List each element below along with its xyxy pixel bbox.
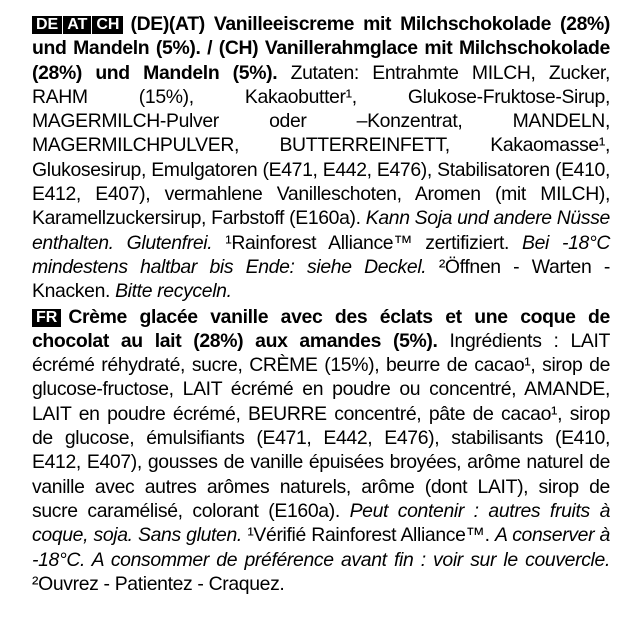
- certification-de: ¹Rainforest Alliance™ zertifiziert.: [212, 231, 523, 254]
- badge-fr: FR: [32, 309, 61, 327]
- ingredients-de: Zutaten: Entrahmte MILCH, Zucker, RAHM (15%), Kakaobutter¹, Glukose-Fruktose-Sirup, MAGERMILCH-Pulver oder –Konzentrat, MANDELN, MAGERMILCHPULVER, BUTTERREINFETT, Kakaomasse¹, Glukosesirup, Emulgatoren (E471, E442, E476), Stabilisatoren (E410, E412, E407), vermahlene Vanilleschoten, Aromen (mit MILCH), Karamellzuckersirup, Farbstoff (E160a).: [32, 61, 610, 230]
- language-badges-fr: [32, 306, 62, 328]
- allergen-note-fr: Peut contenir : autres fruits à coque, soja. Sans gluten.: [32, 499, 610, 547]
- opening-instructions-de: ²Öffnen - Warten - Knacken.: [32, 255, 610, 303]
- recycle-note-de: Bitte recyceln.: [115, 280, 232, 303]
- product-title-de: (DE)(AT) Vanilleeiscreme mit Milchschokolade (28%) und Mandeln (5%). / (CH) Vanillerahmglace mit Milchschokolade (28%) und Mandeln (5%).: [32, 13, 610, 84]
- storage-note-fr: A conserver à -18°C. A consommer de préférence avant fin : voir sur le couvercle.: [32, 524, 610, 571]
- badge-de: DE: [32, 16, 62, 34]
- certification-fr: ¹Vérifié Rainforest Alliance™.: [241, 524, 495, 547]
- product-title-fr: Crème glacée vanille avec des éclats et une coque de chocolat au lait (28%) aux amandes (5%).: [32, 305, 610, 352]
- badge-ch: CH: [92, 16, 123, 34]
- badge-at: AT: [63, 16, 91, 34]
- allergen-note-de: Kann Soja und andere Nüsse enthalten. Glutenfrei.: [32, 207, 610, 254]
- storage-note-de: Bei -18°C mindestens haltbar bis Ende: siehe Deckel.: [32, 231, 610, 278]
- section-fr: [32, 305, 610, 597]
- ingredients-fr: Ingrédients : LAIT écrémé réhydraté, sucre, CRÈME (15%), beurre de cacao¹, sirop de glucose-fructose, LAIT écrémé en poudre ou concentré, AMANDE, LAIT en poudre écrémé, BEURRE concentré, pâte de cacao¹, sirop de glucose, émulsifiants (E471, E442, E476), stabilisants (E410, E412, E407), gousses de vanille épuisées broyées, arôme naturel de vanille avec autres arômes naturels, arôme (dont LAIT), sirop de sucre caramélisé, colorant (E160a).: [32, 329, 610, 522]
- opening-instructions-fr: ²Ouvrez - Patientez - Craquez.: [32, 572, 285, 595]
- section-de: [32, 12, 610, 304]
- language-badges-de: [32, 13, 124, 35]
